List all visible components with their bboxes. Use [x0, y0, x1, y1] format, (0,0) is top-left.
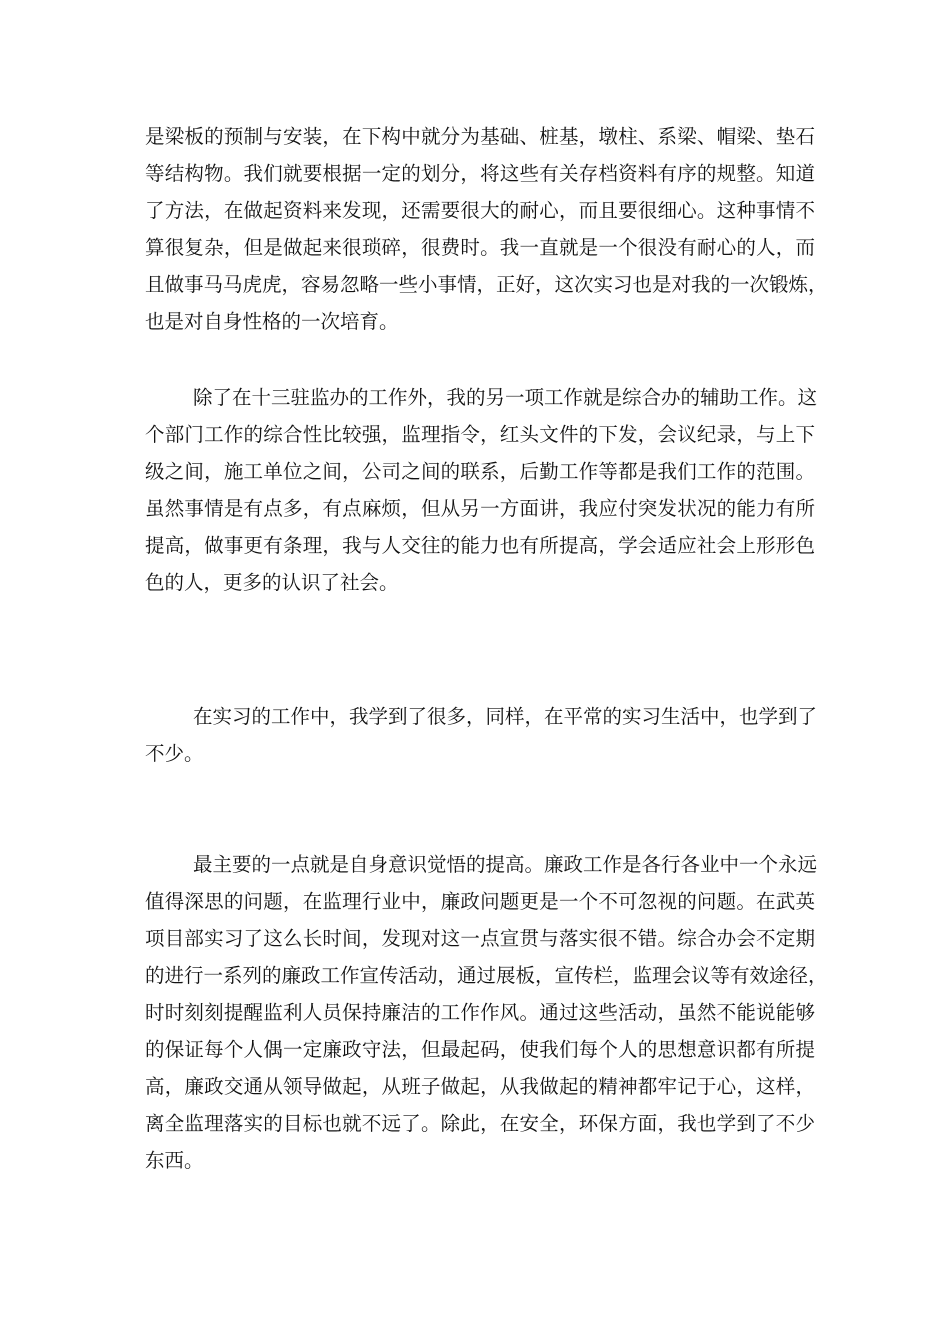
text-line: 也是对自身性格的一次培育。 — [145, 310, 399, 333]
text-line: 在实习的工作中，我学到了很多，同样，在平常的实习生活中，也学到了 — [193, 705, 818, 728]
text-line: 的进行一系列的廉政工作宣传活动，通过展板，宣传栏，监理会议等有效途径， — [145, 964, 828, 987]
text-line: 虽然事情是有点多，有点麻烦，但从另一方面讲，我应付突发状况的能力有所 — [145, 497, 815, 520]
text-line: 算很复杂，但是做起来很琐碎，很费时。我一直就是一个很没有耐心的人，而 — [145, 236, 815, 259]
text-line: 是梁板的预制与安装，在下构中就分为基础、桩基，墩柱、系梁、帽梁、垫石 — [145, 125, 815, 148]
text-line: 东西。 — [145, 1149, 204, 1172]
paragraph-learning — [145, 698, 818, 772]
text-line: 除了在十三驻监办的工作外，我的另一项工作就是综合办的辅助工作。这 — [193, 386, 818, 409]
text-line: 值得深思的问题，在监理行业中，廉政问题更是一个不可忽视的问题。在武英 — [145, 890, 815, 913]
text-line: 了方法，在做起资料来发现，还需要很大的耐心，而且要很细心。这种事情不 — [145, 199, 815, 222]
text-line: 最主要的一点就是自身意识觉悟的提高。廉政工作是各行各业中一个永远 — [193, 853, 818, 876]
paragraph-integrity-awareness — [145, 846, 828, 1179]
text-line: 时时刻刻提醒监利人员保持廉洁的工作作风。通过这些活动，虽然不能说能够 — [145, 1001, 815, 1024]
text-line: 等结构物。我们就要根据一定的划分，将这些有关存档资料有序的规整。知道 — [145, 162, 815, 185]
text-line: 项目部实习了这么长时间，发现对这一点宣贯与落实很不错。综合办会不定期 — [145, 927, 815, 950]
text-line: 级之间，施工单位之间，公司之间的联系，后勤工作等都是我们工作的范围。 — [145, 460, 815, 483]
text-line: 且做事马马虎虎，容易忽略一些小事情，正好，这次实习也是对我的一次锻炼， — [145, 273, 828, 296]
text-line: 不少。 — [145, 742, 204, 765]
text-line: 个部门工作的综合性比较强，监理指令，红头文件的下发，会议纪录，与上下 — [145, 423, 815, 446]
text-line: 离全监理落实的目标也就不远了。除此，在安全，环保方面，我也学到了不少 — [145, 1112, 815, 1135]
text-line: 提高，做事更有条理，我与人交往的能力也有所提高，学会适应社会上形形色 — [145, 534, 815, 557]
paragraph-continued — [145, 118, 828, 340]
paragraph-general-office-work — [145, 379, 818, 601]
text-line: 色的人，更多的认识了社会。 — [145, 571, 399, 594]
text-line: 的保证每个人偶一定廉政守法，但最起码，使我们每个人的思想意识都有所提 — [145, 1038, 815, 1061]
text-line: 高，廉政交通从领导做起，从班子做起，从我做起的精神都牢记于心，这样， — [145, 1075, 815, 1098]
